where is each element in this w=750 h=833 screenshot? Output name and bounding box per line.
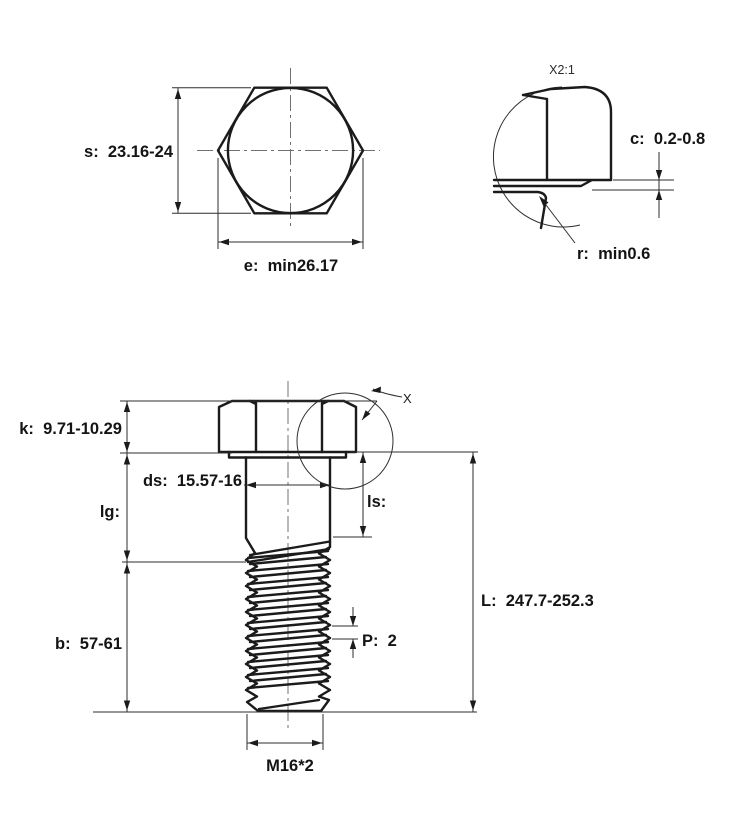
x-leader-arrow-upper <box>371 387 381 394</box>
p-arrow-down <box>350 616 356 626</box>
shank-left-edge <box>246 458 255 554</box>
ls-dimension-label: ls: <box>367 493 387 511</box>
e-arrow-right <box>352 239 362 245</box>
bolt-front-view <box>19 381 594 775</box>
head-facet-lines <box>250 401 328 452</box>
s-arrow-up <box>175 89 181 99</box>
p-extension-lines <box>332 626 358 639</box>
c-arrow-down <box>656 170 662 180</box>
detail-view-title: X2:1 <box>549 63 575 77</box>
s-arrow-down <box>175 202 181 212</box>
k-arrow-up <box>124 402 130 412</box>
L-dimension-label: L: 247.7-252.3 <box>481 592 594 610</box>
c-dimension-label: c: 0.2-0.8 <box>630 130 706 148</box>
thread-designation-label: M16*2 <box>266 757 314 775</box>
bolt-end-helix <box>259 700 319 709</box>
ds-arrow-left <box>246 482 256 488</box>
k-arrow-down <box>124 442 130 452</box>
b-arrow-up <box>124 564 130 574</box>
m16-extension-lines <box>247 714 323 750</box>
L-arrow-down <box>470 701 476 711</box>
lg-arrow-down <box>124 551 130 561</box>
ls-arrow-down <box>360 526 366 536</box>
hex-head-top-view <box>84 68 380 275</box>
m16-arrow-right <box>312 740 322 746</box>
detail-view-x <box>493 63 705 263</box>
m16-arrow-left <box>248 740 258 746</box>
b-dimension-label: b: 57-61 <box>55 635 122 653</box>
r-dimension-label: r: min0.6 <box>577 245 651 263</box>
detail-boundary-arc <box>493 87 580 227</box>
ls-arrow-up <box>360 453 366 463</box>
k-dimension-label: k: 9.71-10.29 <box>19 420 122 438</box>
detail-head-profile <box>523 87 611 180</box>
p-dimension-label: P: 2 <box>362 632 397 650</box>
detail-washer-face <box>494 180 611 186</box>
s-dimension-label: s: 23.16-24 <box>84 143 173 161</box>
e-arrow-left <box>219 239 229 245</box>
e-dimension-label: e: min26.17 <box>243 257 339 275</box>
detail-indicator-circle <box>297 393 393 489</box>
detail-marker-label: X <box>403 391 412 406</box>
lg-arrow-up <box>124 455 130 465</box>
r-leader-line <box>543 201 575 243</box>
L-arrow-up <box>470 454 476 464</box>
p-arrow-up <box>350 639 356 649</box>
lg-dimension-label: lg: <box>99 503 120 521</box>
c-extension-lines <box>592 180 674 190</box>
b-arrow-down <box>124 701 130 711</box>
ds-dimension-label: ds: 15.57-16 <box>142 472 242 490</box>
c-arrow-up <box>656 190 662 200</box>
